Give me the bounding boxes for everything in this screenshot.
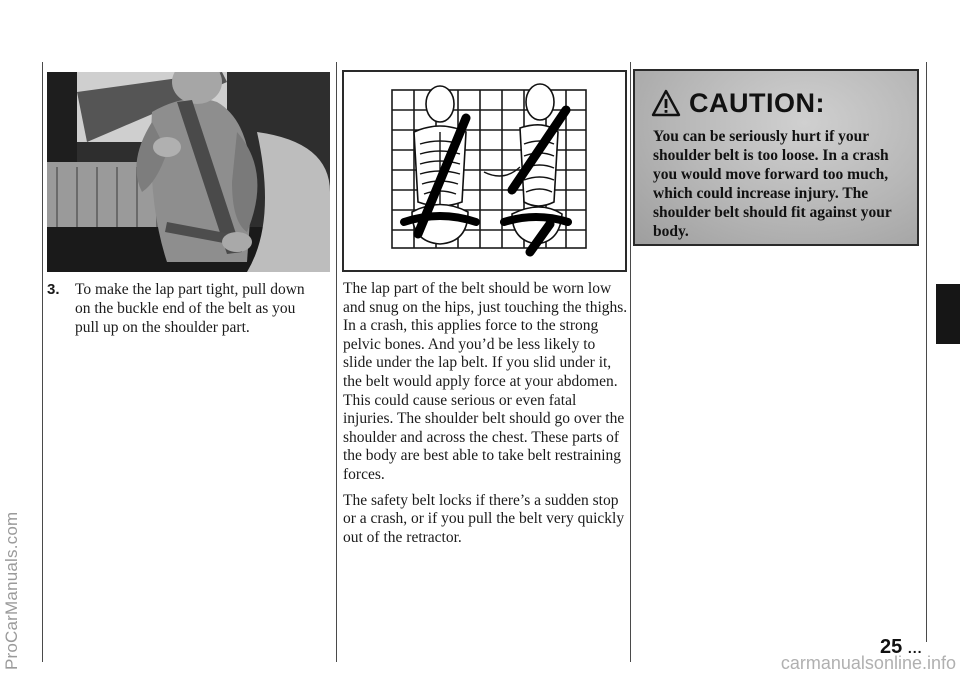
section-tab-marker [936,284,960,344]
step-3 [47,280,317,337]
caution-text: You can be seriously hurt if your shoulder belt is too loose. In a crash you would move forward too much, which could increase injury. The shoulder belt should fit against your body. [653,128,892,240]
column-rule-right [630,62,631,662]
step-text: To make the lap part tight, pull down on the buckle end of the belt as you pull up on the shoulder part. [75,281,305,336]
caution-title: CAUTION: [689,87,825,118]
lap-belt-explanation [343,280,628,554]
warning-triangle-icon [651,89,681,117]
paragraph-belt-locks: The safety belt locks if there’s a sudden stop or a crash, or if you pull the belt very quickly out of the retractor. [343,491,625,546]
page-number [880,636,922,659]
paragraph-lap-belt: The lap part of the belt should be worn low and snug on the hips, just touching the thighs. In a crash, this applies force to the strong pelvic bones. And you’d be less likely to slide under the lap belt. If you slid under it, the belt would apply force at your abdomen. This could cause serious or even fatal injuries. The shoulder belt should go over the shoulder and across the chest. These parts of the body are best able to take belt restraining forces. [343,280,628,483]
side-watermark: ProCarManuals.com [2,511,21,670]
seatbelt-photo [47,72,330,272]
caution-box [633,69,919,246]
person-fastening-belt-image [47,72,330,272]
caution-header [651,83,825,123]
step-number: 3. [47,281,60,298]
page-number-value: 25 [880,636,903,658]
page-number-dots: ... [907,640,923,656]
column-rule-middle [336,62,337,662]
skeleton-belt-diagram [342,70,627,272]
skeleton-diagram-image [344,72,625,270]
column-rule-left [42,62,43,662]
bottom-watermark: carmanualsonline.info [780,653,956,673]
column-rule-edge [926,62,927,642]
